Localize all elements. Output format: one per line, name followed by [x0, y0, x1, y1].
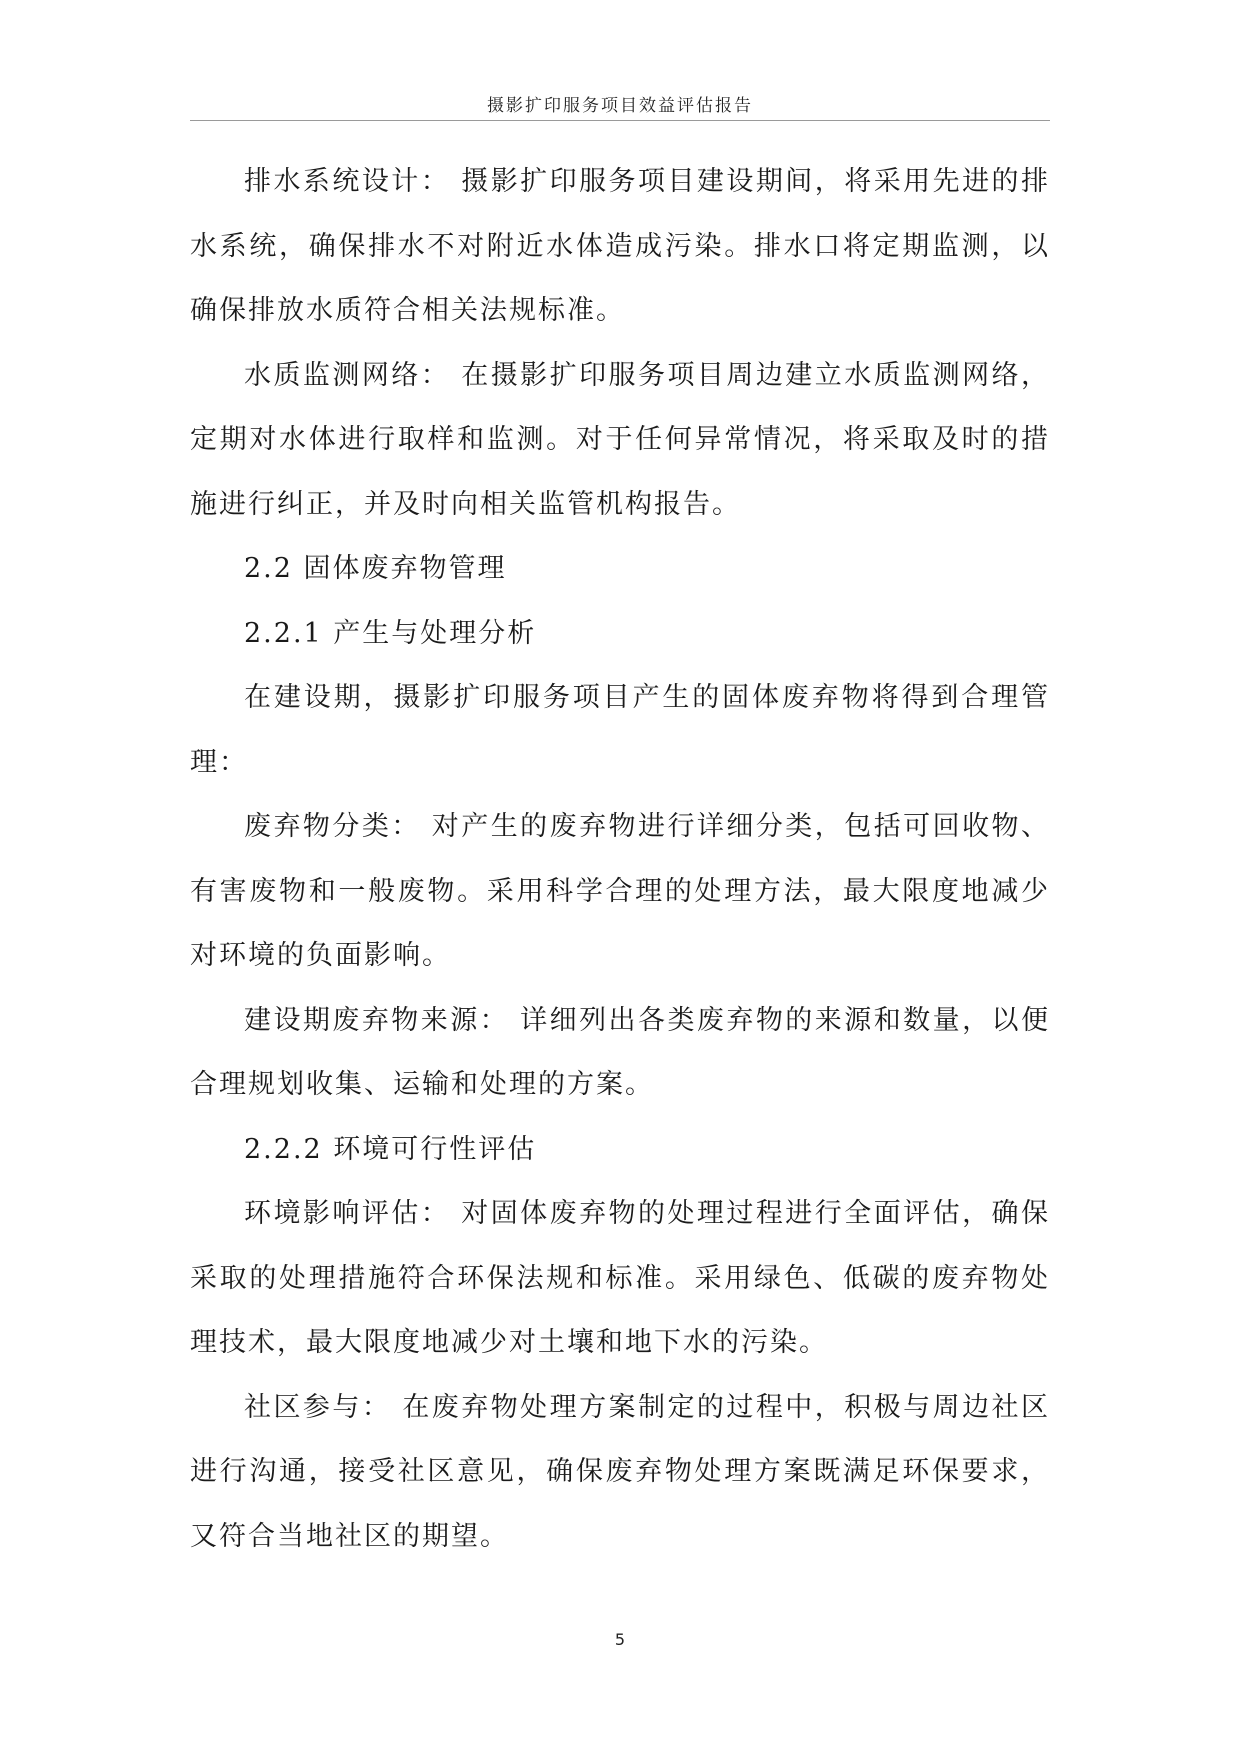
header-divider: [190, 120, 1050, 121]
paragraph-community-participation: 社区参与： 在废弃物处理方案制定的过程中，积极与周边社区进行沟通，接受社区意见，确保废弃物处理方案既满足环保要求，又符合当地社区的期望。: [190, 1391, 1050, 1552]
paragraph-construction-waste-intro: 在建设期，摄影扩印服务项目产生的固体废弃物将得到合理管理：: [190, 682, 1050, 778]
document-body: [190, 150, 1050, 1569]
paragraph-water-monitoring: 水质监测网络： 在摄影扩印服务项目周边建立水质监测网络，定期对水体进行取样和监测。对于任何异常情况，将采取及时的措施进行纠正，并及时向相关监管机构报告。: [190, 359, 1050, 520]
paragraph-waste-classification: 废弃物分类： 对产生的废弃物进行详细分类，包括可回收物、有害废物和一般废物。采用科学合理的处理方法，最大限度地减少对环境的负面影响。: [190, 811, 1050, 971]
section-heading-2-2-1: 2.2.1 产生与处理分析: [244, 617, 537, 649]
section-heading-2-2-2: 2.2.2 环境可行性评估: [244, 1133, 537, 1165]
paragraph-drainage-design: 排水系统设计： 摄影扩印服务项目建设期间，将采用先进的排水系统，确保排水不对附近水体造成污染。排水口将定期监测，以确保排放水质符合相关法规标准。: [190, 166, 1050, 326]
paragraph-environmental-assessment: 环境影响评估： 对固体废弃物的处理过程进行全面评估，确保采取的处理措施符合环保法规和标准。采用绿色、低碳的废弃物处理技术，最大限度地减少对土壤和地下水的污染。: [190, 1198, 1050, 1358]
paragraph-waste-sources: 建设期废弃物来源： 详细列出各类废弃物的来源和数量，以便合理规划收集、运输和处理的方案。: [190, 1004, 1050, 1100]
page-number: 5: [614, 1630, 626, 1649]
page-header: 摄影扩印服务项目效益评估报告: [487, 96, 753, 116]
section-heading-2-2: 2.2 固体废弃物管理: [244, 553, 507, 584]
